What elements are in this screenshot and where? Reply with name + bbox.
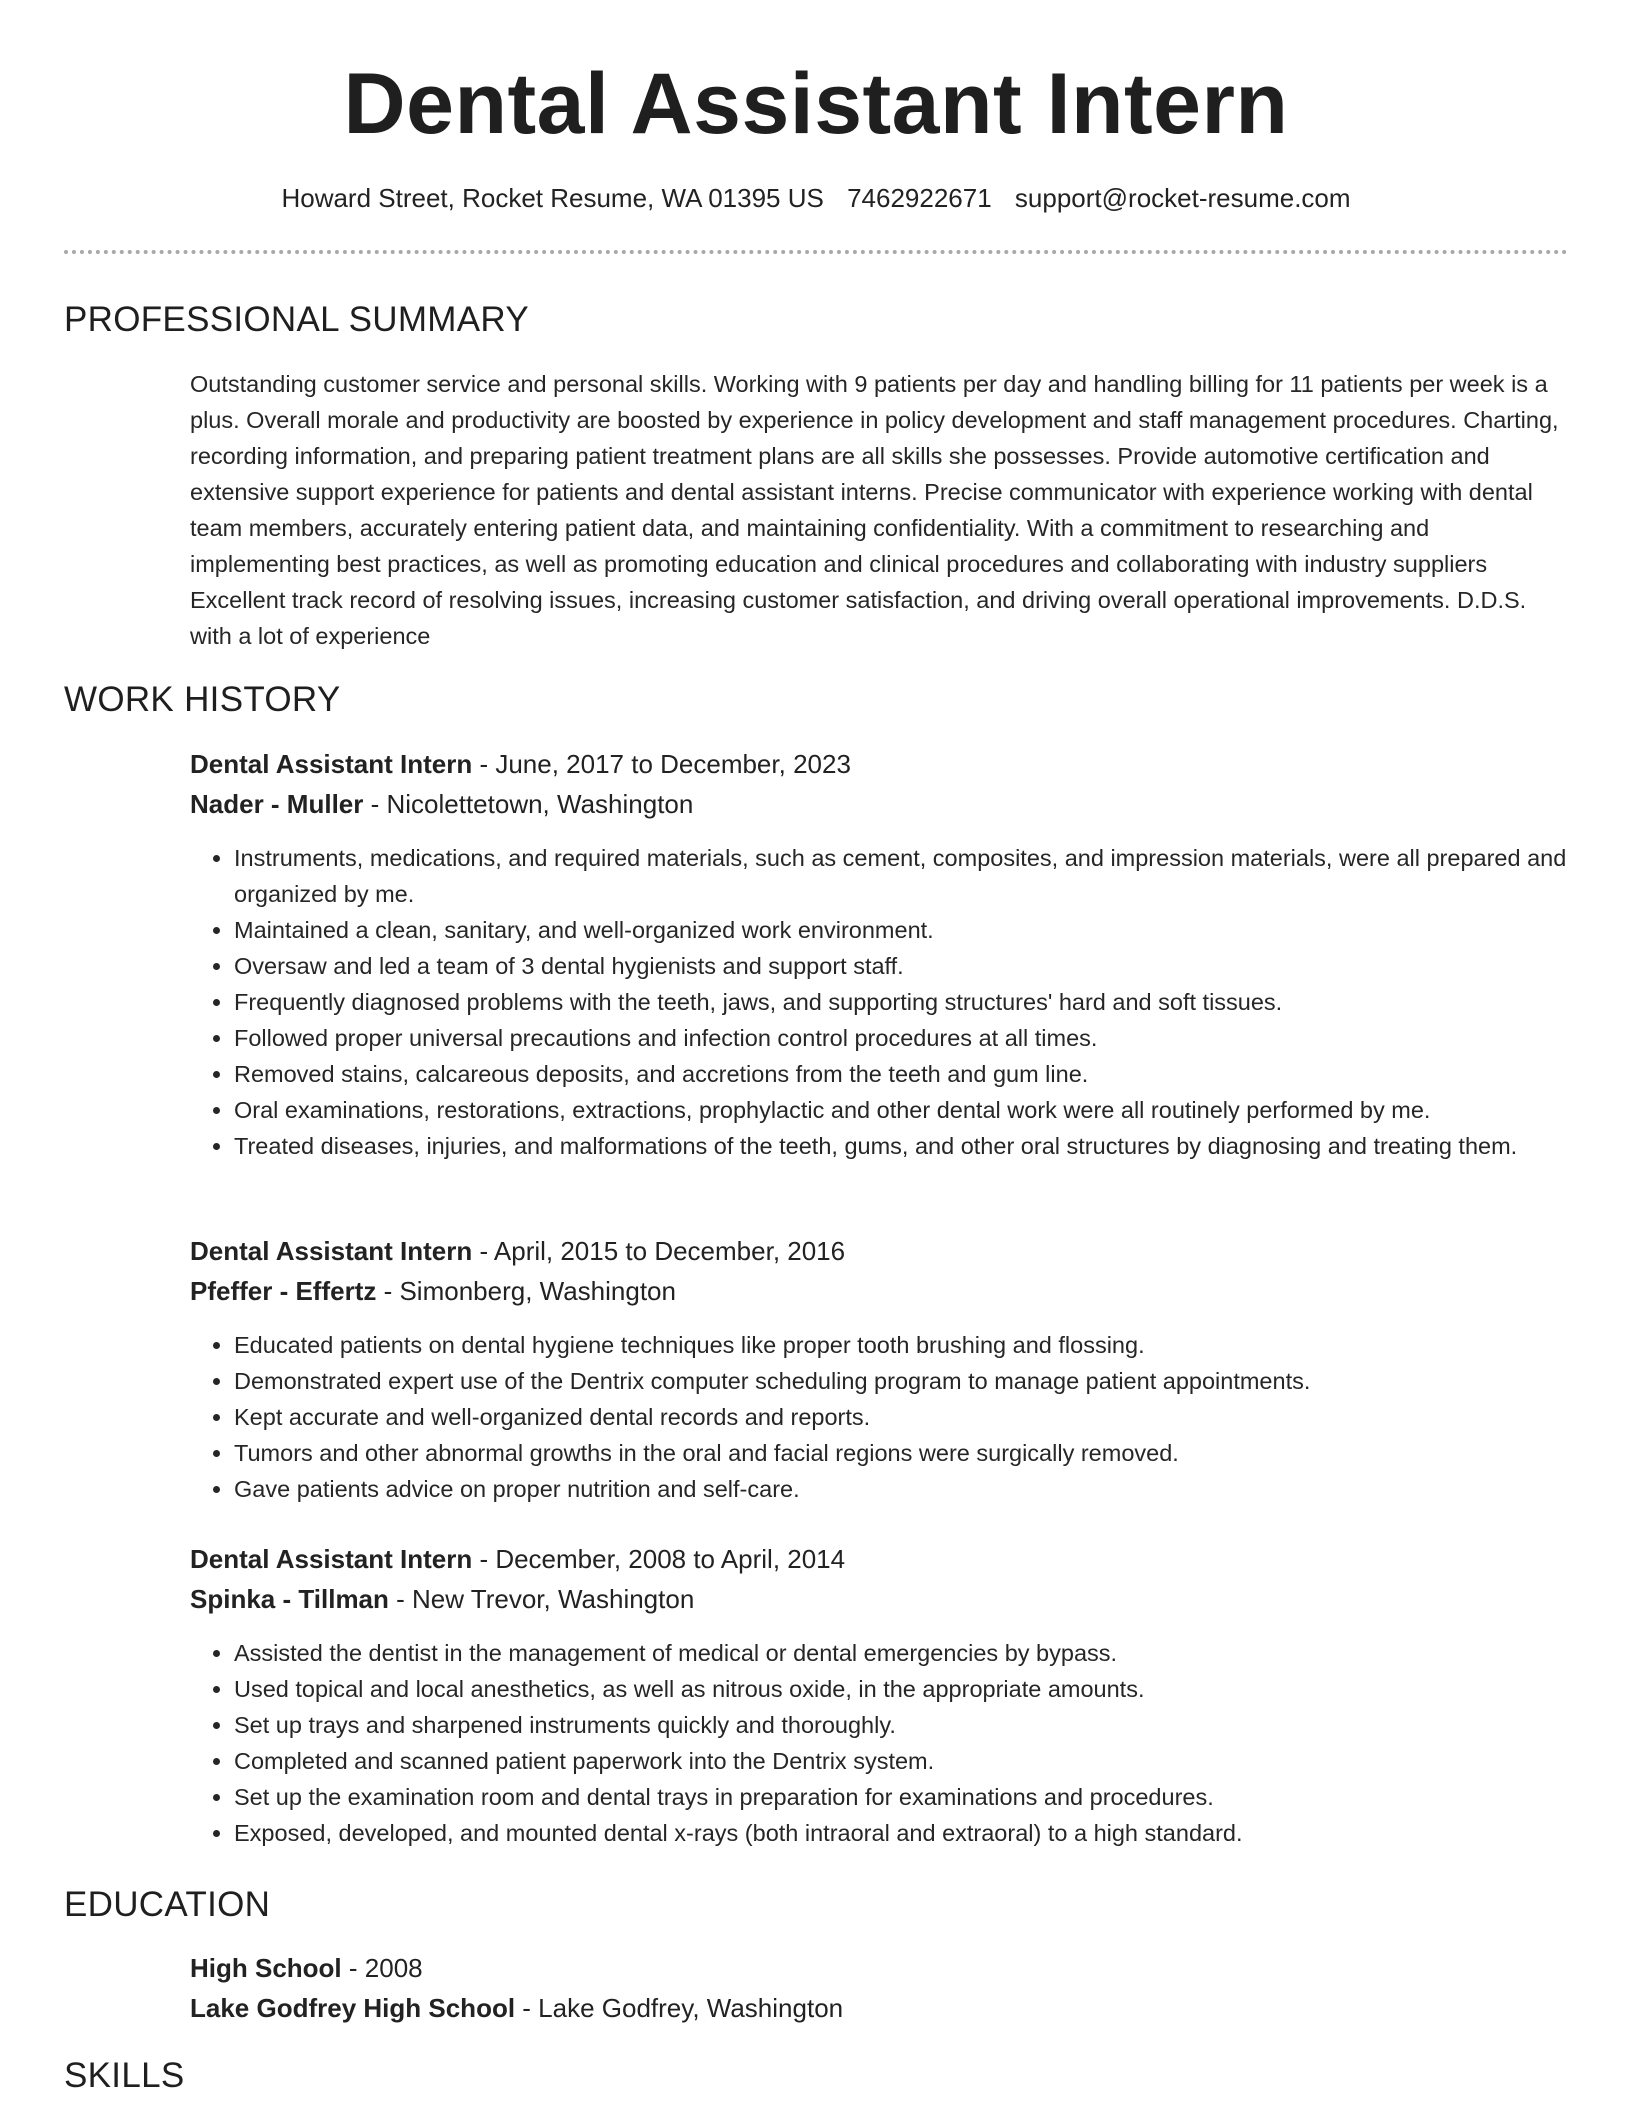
job-company-line bbox=[190, 1273, 676, 1309]
duty-item: • Oral examinations, restorations, extractions, prophylactic and other dental work were all routinely performed by me. bbox=[234, 1092, 1619, 1128]
duty-item: • Completed and scanned patient paperwork into the Dentrix system. bbox=[234, 1743, 1619, 1779]
job-company: Nader - Muller bbox=[190, 789, 364, 819]
contact-phone: 7462922671 bbox=[847, 183, 992, 213]
section-title-skills: SKILLS bbox=[64, 2056, 185, 2095]
education-degree-line bbox=[190, 1950, 423, 1986]
job-title: Dental Assistant Intern bbox=[190, 1544, 473, 1574]
job-title-line bbox=[190, 1233, 845, 1269]
job-dates: - April, 2015 to December, 2016 bbox=[472, 1236, 846, 1266]
job-location: - New Trevor, Washington bbox=[388, 1584, 695, 1614]
contact-line bbox=[0, 180, 1632, 216]
duty-item: • Educated patients on dental hygiene techniques like proper tooth brushing and flossing. bbox=[234, 1327, 1619, 1363]
job-title-line bbox=[190, 746, 851, 782]
resume-name-heading: Dental Assistant Intern bbox=[343, 56, 1289, 152]
job-location: - Nicolettetown, Washington bbox=[363, 789, 694, 819]
contact-address: Howard Street, Rocket Resume, WA 01395 US bbox=[281, 183, 824, 213]
summary-paragraph: Outstanding customer service and personal skills. Working with 9 patients per day and handling billing for 11 patients per week is a plus. Overall morale and productivity are boosted by experience in policy development and staff management procedures. Charting, recording information, and preparing patient treatment plans are all skills she possesses. Provide automotive certification and extensive support experience for patients and dental assistant interns. Precise communicator with experience working with dental team members, accurately entering patient data, and maintaining confidentiality. With a commitment to researching and implementing best practices, as well as promoting education and clinical procedures and collaborating with industry suppliers Excellent track record of resolving issues, increasing customer satisfaction, and driving overall operational improvements. D.D.S. with a lot of experience bbox=[190, 371, 1559, 649]
duty-item: • Demonstrated expert use of the Dentrix computer scheduling program to manage patient appointments. bbox=[234, 1363, 1619, 1399]
job-dates: - June, 2017 to December, 2023 bbox=[472, 749, 851, 779]
header-divider bbox=[64, 250, 1568, 254]
job-duties-list bbox=[190, 840, 1619, 1164]
duty-item: • Exposed, developed, and mounted dental x-rays (both intraoral and extraoral) to a high standard. bbox=[234, 1815, 1619, 1851]
duty-item: • Removed stains, calcareous deposits, and accretions from the teeth and gum line. bbox=[234, 1056, 1619, 1092]
duty-item: • Frequently diagnosed problems with the teeth, jaws, and supporting structures' hard and soft tissues. bbox=[234, 984, 1619, 1020]
duty-item: • Instruments, medications, and required materials, such as cement, composites, and impression materials, were all prepared and organized by me. bbox=[234, 840, 1619, 912]
duty-item: • Assisted the dentist in the management of medical or dental emergencies by bypass. bbox=[234, 1635, 1619, 1671]
job-title-line bbox=[190, 1541, 845, 1577]
education-year: - 2008 bbox=[341, 1953, 423, 1983]
duty-item: • Kept accurate and well-organized dental records and reports. bbox=[234, 1399, 1619, 1435]
job-company: Spinka - Tillman bbox=[190, 1584, 389, 1614]
duty-item: • Treated diseases, injuries, and malformations of the teeth, gums, and other oral structures by diagnosing and treating them. bbox=[234, 1128, 1619, 1164]
duty-item: • Set up the examination room and dental trays in preparation for examinations and procedures. bbox=[234, 1779, 1619, 1815]
section-title-education: EDUCATION bbox=[64, 1885, 271, 1924]
job-duties-list bbox=[190, 1327, 1619, 1507]
job-location: - Simonberg, Washington bbox=[376, 1276, 676, 1306]
job-title: Dental Assistant Intern bbox=[190, 1236, 473, 1266]
education-school-line bbox=[190, 1990, 843, 2026]
duty-item: • Oversaw and led a team of 3 dental hygienists and support staff. bbox=[234, 948, 1619, 984]
job-duties-list bbox=[190, 1635, 1619, 1851]
job-title: Dental Assistant Intern bbox=[190, 749, 473, 779]
duty-item: • Maintained a clean, sanitary, and well-organized work environment. bbox=[234, 912, 1619, 948]
section-title-summary: PROFESSIONAL SUMMARY bbox=[64, 300, 529, 339]
job-company: Pfeffer - Effertz bbox=[190, 1276, 377, 1306]
education-degree: High School bbox=[190, 1953, 342, 1983]
duty-item: • Gave patients advice on proper nutrition and self-care. bbox=[234, 1471, 1619, 1507]
job-company-line bbox=[190, 786, 693, 822]
duty-item: • Set up trays and sharpened instruments quickly and thoroughly. bbox=[234, 1707, 1619, 1743]
education-location: - Lake Godfrey, Washington bbox=[515, 1993, 844, 2023]
education-school: Lake Godfrey High School bbox=[190, 1993, 516, 2023]
contact-email: support@rocket-resume.com bbox=[1014, 183, 1351, 213]
job-company-line bbox=[190, 1581, 694, 1617]
job-dates: - December, 2008 to April, 2014 bbox=[472, 1544, 846, 1574]
duty-item: • Used topical and local anesthetics, as well as nitrous oxide, in the appropriate amounts. bbox=[234, 1671, 1619, 1707]
duty-item: • Tumors and other abnormal growths in the oral and facial regions were surgically removed. bbox=[234, 1435, 1619, 1471]
duty-item: • Followed proper universal precautions and infection control procedures at all times. bbox=[234, 1020, 1619, 1056]
section-title-work-history: WORK HISTORY bbox=[64, 680, 341, 719]
